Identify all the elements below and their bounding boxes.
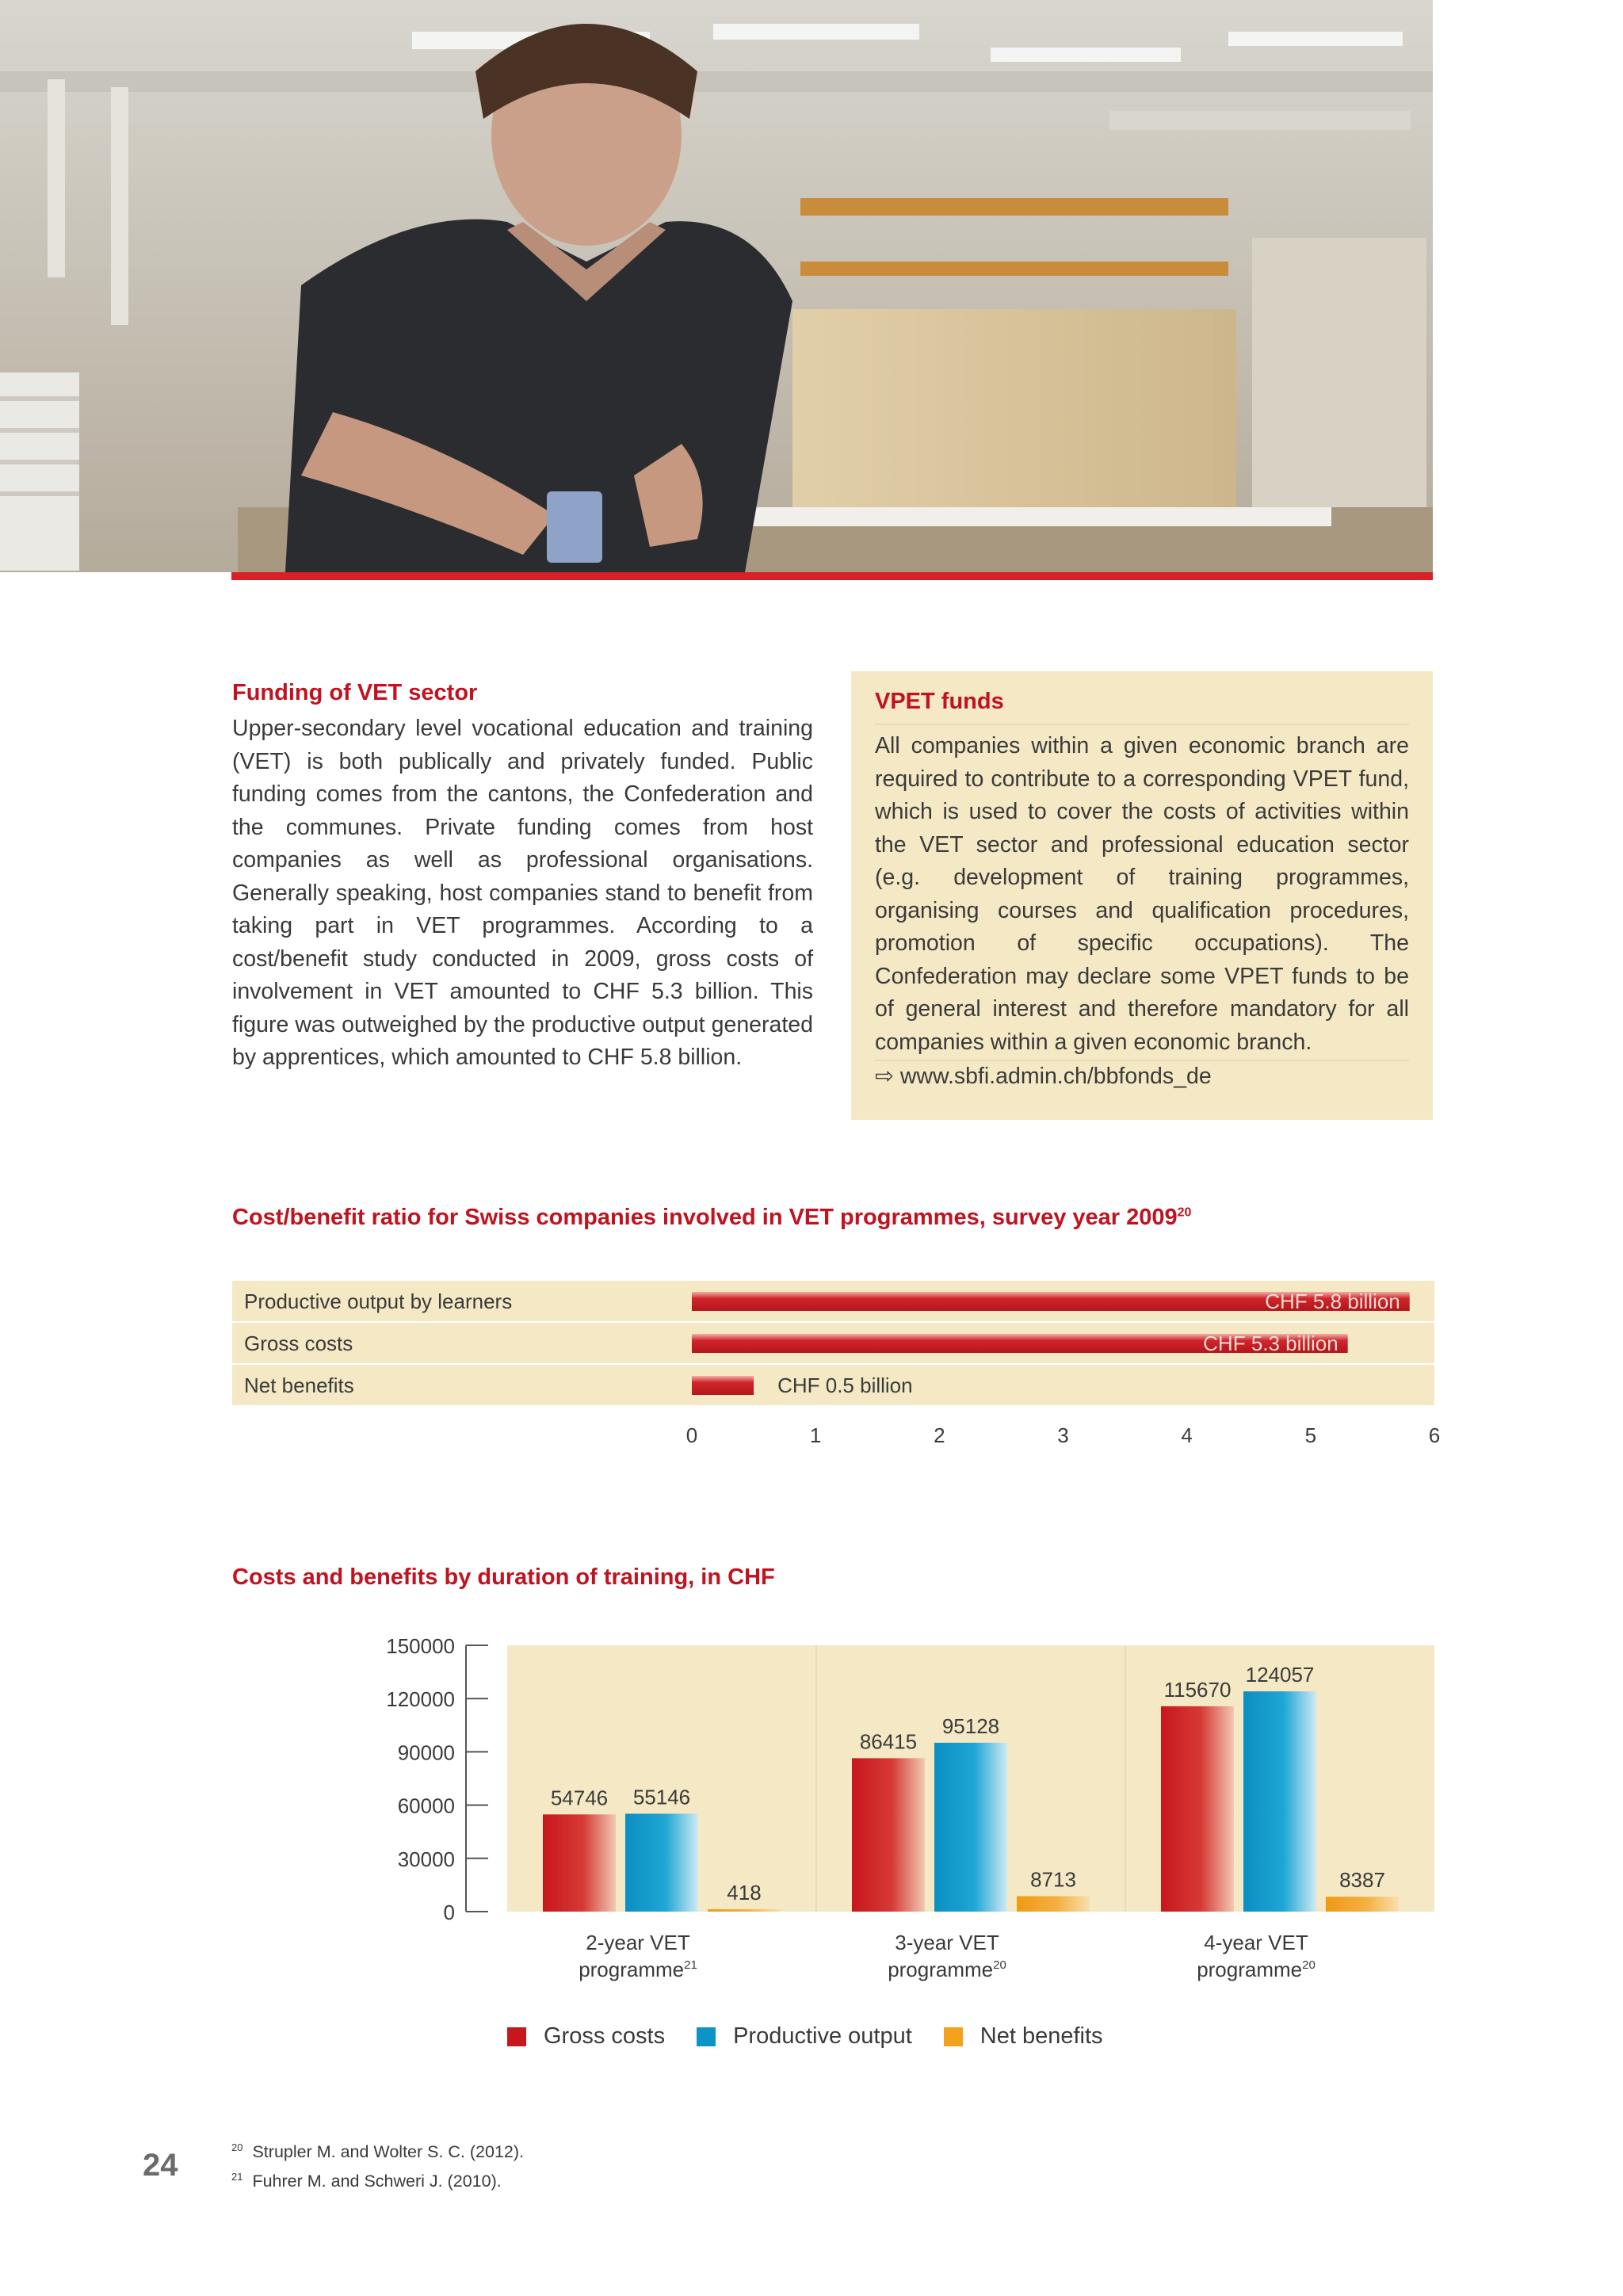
legend-item-net-benefits	[944, 2023, 1103, 2050]
vpet-top-rule	[875, 724, 1409, 725]
x-tick-label: 0	[685, 1423, 698, 1447]
footnote-text: Fuhrer M. and Schweri J. (2010).	[252, 2172, 502, 2191]
legend-label: Gross costs	[544, 2023, 666, 2049]
bar	[1017, 1896, 1090, 1912]
category-label: programme$^{20}$	[1197, 1958, 1316, 1981]
footnote-number: 20	[231, 2141, 243, 2153]
funding-section	[232, 680, 813, 1075]
cost-benefit-ratio-chart	[0, 1268, 1623, 1458]
value-label: 124057	[1245, 1663, 1315, 1687]
page-number: 24	[143, 2148, 178, 2183]
data-label: CHF 5.3 billion	[1203, 1331, 1338, 1355]
footnote-text: Strupler M. and Wolter S. C. (2012).	[252, 2142, 525, 2162]
bar	[625, 1813, 698, 1912]
photo-accent-bar	[231, 572, 1433, 580]
y-tick-label: 150000	[386, 1634, 455, 1658]
category-label: programme$^{21}$	[579, 1958, 697, 1981]
vpet-bottom-rule	[875, 1060, 1409, 1061]
footnote-number: 21	[231, 2171, 243, 2183]
bar	[852, 1758, 925, 1912]
vpet-funds-box	[851, 671, 1433, 1120]
value-label: 418	[727, 1881, 762, 1904]
data-label: CHF 0.5 billion	[777, 1373, 913, 1397]
value-label: 95128	[941, 1713, 1000, 1738]
category-label: Gross costs	[244, 1331, 353, 1355]
value-label: 86415	[859, 1729, 918, 1754]
category-label: programme$^{20}$	[888, 1958, 1006, 1981]
chart1-title	[232, 1205, 1191, 1231]
category-label: 3-year VET	[895, 1931, 999, 1954]
legend-swatch-red	[507, 2027, 526, 2046]
arrow-right-icon: ⇨	[875, 1064, 894, 1089]
header-photo	[0, 0, 1433, 572]
category-footnote: 21	[684, 1958, 697, 1972]
footnotes	[231, 2135, 524, 2194]
bar	[543, 1814, 616, 1912]
data-label: CHF 5.8 billion	[1265, 1289, 1400, 1313]
legend-label: Net benefits	[980, 2023, 1103, 2049]
legend-label: Productive output	[733, 2023, 912, 2049]
x-tick-label: 6	[1428, 1423, 1441, 1447]
vpet-link[interactable]	[875, 1063, 1212, 1090]
vpet-body: All companies within a given economic branch are required to contribute to a corresponding VPET fund, which is used to cover the costs of activities within the VET sector and professional education sector (e.g. development of training programmes, organising courses and qualification procedures, promotion of specific occupations). The Confederation may declare some VPET funds to be of general interest and therefore mandatory for all companies within a given economic branch.	[875, 733, 1409, 1055]
value-label: 54746	[550, 1786, 609, 1810]
legend-swatch-blue	[697, 2027, 716, 2046]
vpet-title: VPET funds	[875, 689, 1004, 714]
bar	[692, 1376, 754, 1395]
legend-item-productive-output	[697, 2023, 912, 2050]
value-label: 55146	[632, 1785, 691, 1809]
category-label: Productive output by learners	[244, 1289, 513, 1313]
chart1-title-footnote: 20	[1177, 1205, 1192, 1220]
y-tick-label: 60000	[397, 1794, 455, 1818]
value-label: 8387	[1339, 1868, 1385, 1893]
x-tick-label: 4	[1181, 1423, 1193, 1447]
category-label: Net benefits	[244, 1373, 354, 1397]
category-label: 4-year VET	[1204, 1931, 1308, 1954]
category-footnote: 20	[1302, 1958, 1316, 1972]
bar	[708, 1909, 781, 1912]
chart2-legend	[507, 2023, 1135, 2050]
value-label: 115670	[1163, 1677, 1232, 1702]
category-footnote: 20	[993, 1958, 1006, 1972]
workshop-photo-illustration	[0, 0, 1433, 572]
chart2-title: Costs and benefits by duration of training, in CHF	[232, 1564, 775, 1590]
y-tick-label: 90000	[397, 1740, 455, 1765]
vpet-link-url[interactable]: www.sbfi.admin.ch/bbfonds_de	[899, 1064, 1212, 1089]
funding-title: Funding of VET sector	[232, 680, 478, 705]
value-label: 8713	[1030, 1867, 1076, 1892]
bar	[934, 1743, 1007, 1912]
footnote	[231, 2135, 524, 2164]
x-tick-label: 3	[1057, 1423, 1069, 1447]
bar	[1161, 1706, 1234, 1912]
bar	[1243, 1691, 1316, 1912]
y-tick-label: 120000	[386, 1687, 455, 1712]
x-tick-label: 5	[1304, 1423, 1317, 1447]
x-tick-label: 2	[934, 1423, 945, 1447]
chart1-title-text: Cost/benefit ratio for Swiss companies involved in VET programmes, survey year 2009	[232, 1205, 1178, 1230]
legend-item-gross-costs	[507, 2023, 665, 2050]
costs-by-duration-chart	[0, 1617, 1623, 1981]
bar	[1326, 1897, 1399, 1912]
funding-body: Upper-secondary level vocational education and training (VET) is both publically and privately funded. Public funding comes from the cantons, the Confederation and the communes. Private funding comes from host companies as well as professional organisations. Generally speaking, host companies stand to benefit from taking part in VET programmes. According to a cost/benefit study conducted in 2009, gross costs of involvement in VET amounted to CHF 5.3 billion. This figure was outweighed by the productive output generated by apprentices, which amounted to CHF 5.8 billion.	[232, 716, 813, 1070]
legend-swatch-orange	[944, 2027, 963, 2046]
x-tick-label: 1	[809, 1423, 822, 1447]
y-tick-label: 0	[443, 1901, 455, 1924]
category-label: 2-year VET	[586, 1931, 690, 1954]
footnote	[231, 2164, 524, 2194]
y-tick-label: 30000	[397, 1847, 455, 1871]
